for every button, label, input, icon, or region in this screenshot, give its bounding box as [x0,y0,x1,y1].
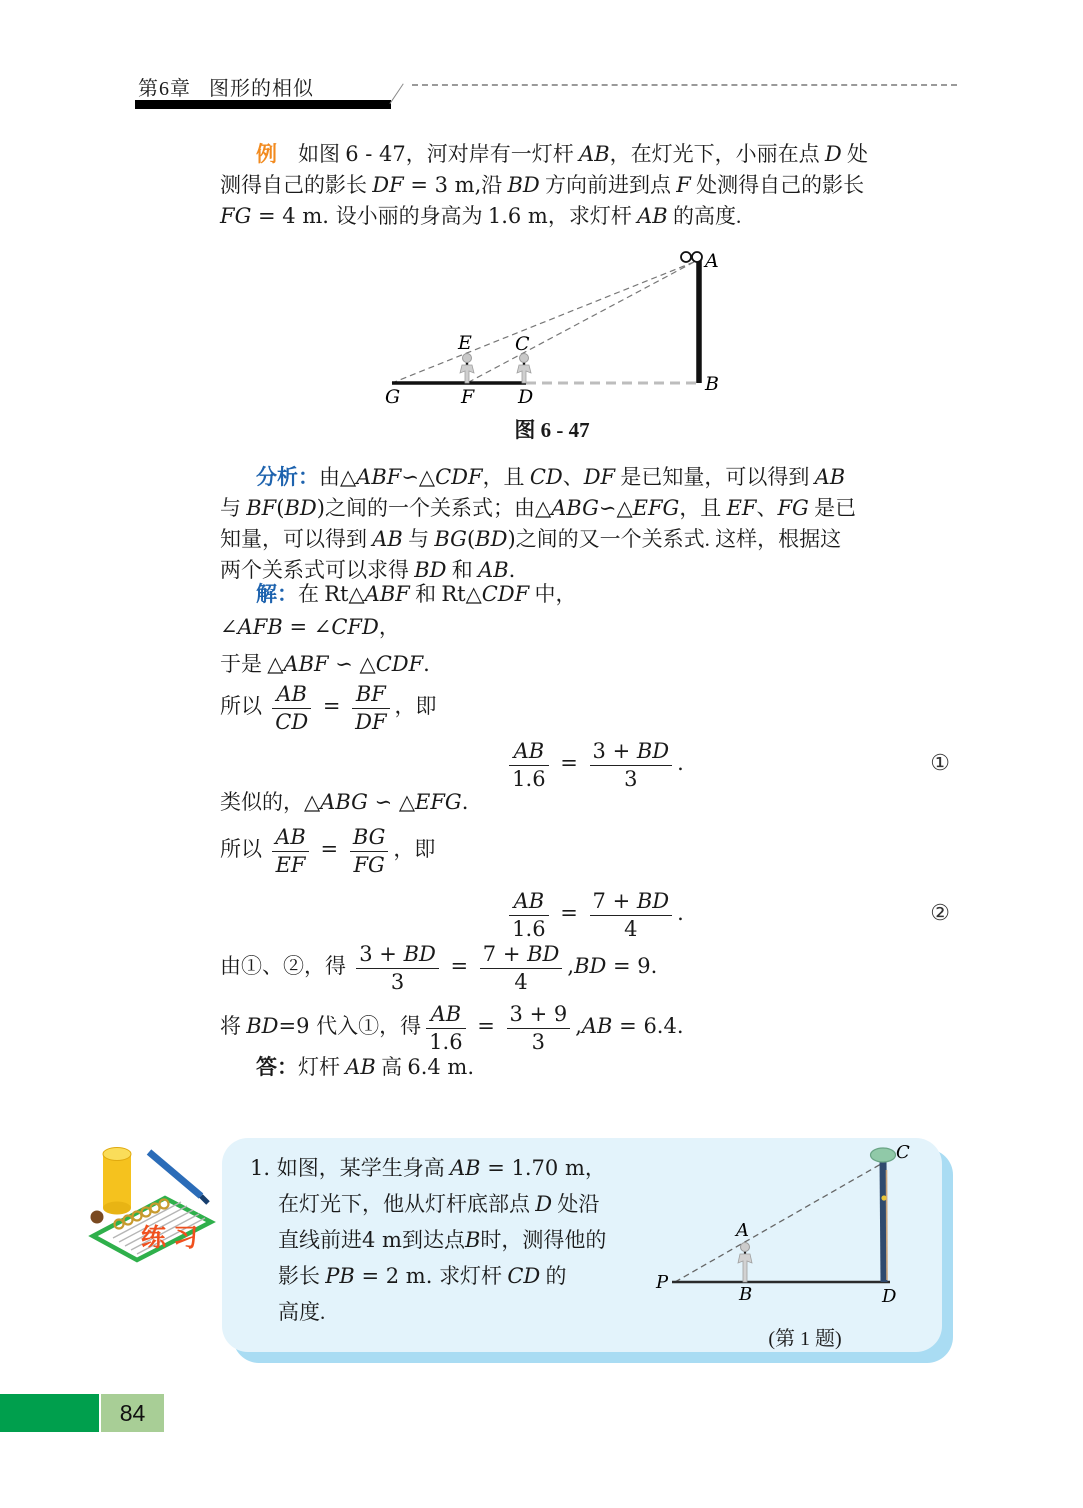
example-line: 测得自己的影长 DF = 3 m,沿 BD 方向前进到点 F 处测得自己的影长 [220,173,865,197]
fraction-AB-1.6: $\frac{AB}{1.6}$ [509,739,548,792]
fraction-7+BD-4: $\frac{7 + BD}{4}$ [480,942,563,995]
analysis-line: 知量，可以得到 AB 与 BG(BD)之间的又一个关系式. 这样，根据这 [220,527,842,551]
similarity-statement-1: 于是 △ABF ∽ △CDF. [220,652,430,676]
chapter-header [138,72,314,101]
lamp-bulb-icon [681,252,691,262]
pen-tip-icon [201,1196,208,1203]
light-ray-P-to-C [675,1164,881,1282]
label-A: A [736,1220,749,1241]
light-ray-A-to-F [467,262,694,383]
cylinder-top [103,1148,131,1161]
chapter-title: 图形的相似 [209,78,314,100]
label-B: B [705,373,719,395]
chapter-number: 第6章 [138,78,191,100]
page-number: 84 [101,1394,164,1432]
person-at-B-icon [738,1254,752,1282]
pen-icon [149,1152,201,1196]
substitute-line: 将 BD=9 代入①，得 $\frac{AB}{1.6}$ = $\frac{3 + 9}{3}$ ,AB = 6.4. [220,1002,684,1054]
practice-section-label: 练习 [141,1225,206,1252]
ratio-line-2: 所以 $\frac{AB}{EF}$ = $\frac{BG}{FG}$ ，即 [220,825,436,877]
lamp-post-CD [883,1160,884,1282]
cylinder-bottom [103,1202,131,1215]
figure-6-47-diagram [372,245,732,410]
light-ray-A-to-G [392,262,694,383]
display-equation-1: $\frac{AB}{1.6}$ = $\frac{3 + BD}{3}$ . ① [220,734,968,792]
person-at-D-icon [517,365,531,383]
example-paragraph [220,139,970,232]
equation-angle-line: ∠AFB = ∠CFD， [220,615,400,639]
label-C: C [515,333,530,355]
header-dashed-rule [412,84,957,86]
fraction-3+9-3: $\frac{3 + 9}{3}$ [507,1002,571,1055]
ratio-line-1-prefix: 所以 [220,694,268,718]
fraction-7+BD-4: $\frac{7 + BD}{4}$ [590,889,673,942]
fraction-AB-EF: $\frac{AB}{EF}$ [272,825,309,878]
answer-line: 答：灯杆 AB 高 6.4 m. [256,1055,475,1079]
label-C: C [896,1142,910,1163]
pole-light-dot [881,1195,886,1200]
practice-figure-diagram [650,1140,960,1315]
knob-icon [91,1211,104,1224]
example-line: 例 如图 6 - 47，河对岸有一灯杆 AB，在灯光下，小丽在点 D 处 [256,142,868,166]
person-at-B-icon [741,1243,750,1252]
lamp-head-icon [871,1148,896,1162]
ratio-line-2-prefix: 所以 [220,837,268,861]
analysis-line: 分析：由△ABF∽△CDF，且 CD、DF 是已知量，可以得到 AB [256,465,846,489]
practice-problem-line: 直线前进4 m到达点B时，测得他的 [278,1228,607,1252]
chapter-underline-bar [135,100,391,109]
label-P: P [656,1272,669,1293]
fraction-BF-DF: $\frac{BF}{DF}$ [352,682,389,735]
combine-equations-line: 由①、②，得 $\frac{3 + BD}{3}$ = $\frac{7 + BD}{4}$ ,BD = 9. [220,942,658,994]
label-F: F [461,386,475,408]
solution-intro-line: 解：在 Rt△ABF 和 Rt△CDF 中， [256,582,577,606]
practice-problem-line: 高度. [278,1300,326,1324]
fraction-AB-1.6: $\frac{AB}{1.6}$ [426,1002,465,1055]
similarity-statement-2: 类似的，△ABG ∽ △EFG. [220,790,469,814]
equation-number-2: ② [930,900,950,925]
person-at-F-icon [463,354,472,363]
footer-green-bar [0,1394,99,1432]
fraction-AB-1.6: $\frac{AB}{1.6}$ [509,889,548,942]
fraction-3+BD-3: $\frac{3 + BD}{3}$ [590,739,673,792]
fraction-AB-CD: $\frac{AB}{CD}$ [272,682,311,735]
fraction-3+BD-3: $\frac{3 + BD}{3}$ [356,942,439,995]
ratio-line-1: 所以 $\frac{AB}{CD}$ = $\frac{BF}{DF}$ ，即 [220,682,437,734]
lamp-post-highlight [887,1170,888,1280]
label-E: E [458,332,472,354]
analysis-line: 两个关系式可以求得 BD 和 AB. [220,558,516,582]
analysis-line: 与 BF(BD)之间的一个关系式；由△ABG∽△EFG，且 EF、FG 是已 [220,496,857,520]
fraction-BG-FG: $\frac{BG}{FG}$ [350,825,389,878]
practice-problem-line: 在灯光下，他从灯杆底部点 D 处沿 [278,1192,600,1216]
label-D: D [882,1286,897,1307]
practice-figure-caption: (第 1 题) [768,1328,842,1350]
practice-problem-line: 1. 如图，某学生身高 AB = 1.70 m， [250,1156,606,1180]
example-line: FG = 4 m. 设小丽的身高为 1.6 m，求灯杆 AB 的高度. [220,204,742,228]
label-G: G [385,386,401,408]
analysis-paragraph [220,462,970,586]
label-A: A [705,250,719,272]
label-D: D [518,386,534,408]
equation-number-1: ① [930,750,950,775]
header-slash-rule [389,83,404,104]
practice-problem-line: 影长 PB = 2 m. 求灯杆 CD 的 [278,1264,567,1288]
figure-6-47-caption: 图 6 - 47 [514,418,590,442]
lamp-bulb-icon [692,252,702,262]
cylinder-icon [103,1154,131,1208]
display-equation-2: $\frac{AB}{1.6}$ = $\frac{7 + BD}{4}$ . ② [220,884,968,942]
label-B: B [739,1284,753,1305]
